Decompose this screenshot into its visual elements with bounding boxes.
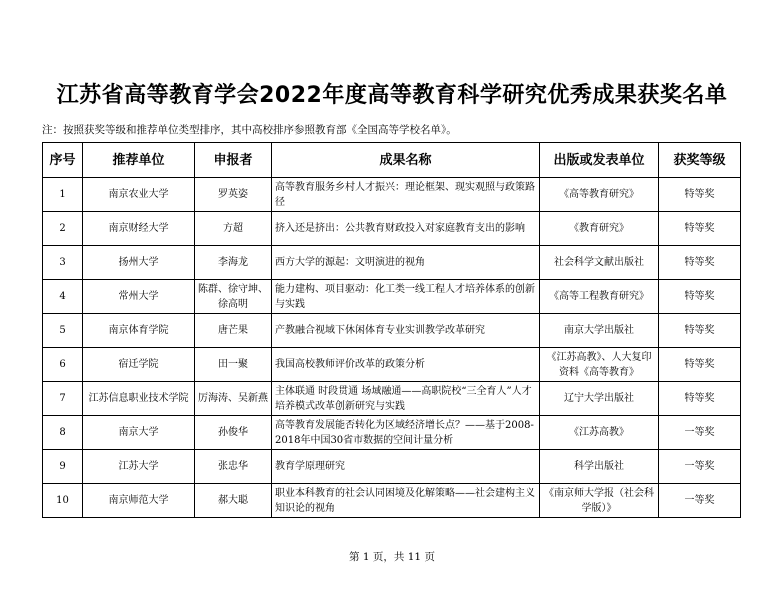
note-text: 注：按照获奖等级和推荐单位类型排序，其中高校排序参照教育部《全国高等学校名单》。 (42, 124, 457, 136)
table-row (43, 450, 741, 484)
table-row (43, 178, 741, 212)
cell-publisher: 科学出版社 (540, 450, 659, 484)
cell-publisher: 辽宁大学出版社 (540, 382, 659, 416)
cell-author: 张忠华 (195, 450, 272, 484)
cell-award: 一等奖 (659, 450, 741, 484)
cell-work: 产教融合视域下休闲体育专业实训教学改革研究 (272, 314, 540, 348)
cell-author: 李海龙 (195, 246, 272, 280)
header-cell-number: 序号 (43, 143, 83, 178)
table-row (43, 280, 741, 314)
cell-author: 田一聚 (195, 348, 272, 382)
cell-publisher: 南京大学出版社 (540, 314, 659, 348)
cell-author: 罗英姿 (195, 178, 272, 212)
cell-unit: 南京财经大学 (83, 212, 195, 246)
cell-author: 陈群、徐守坤、徐高明 (195, 280, 272, 314)
table-row (43, 212, 741, 246)
cell-work: 我国高校教师评价改革的政策分析 (272, 348, 540, 382)
page-footer: 第 1 页，共 11 页 (349, 551, 435, 563)
cell-unit: 南京大学 (83, 416, 195, 450)
cell-number: 5 (43, 314, 83, 348)
table-row (43, 484, 741, 518)
cell-unit: 江苏大学 (83, 450, 195, 484)
cell-publisher: 《教育研究》 (540, 212, 659, 246)
cell-author: 厉海涛、吴新燕 (195, 382, 272, 416)
cell-award: 特等奖 (659, 382, 741, 416)
cell-number: 6 (43, 348, 83, 382)
cell-unit: 扬州大学 (83, 246, 195, 280)
table-row (43, 314, 741, 348)
cell-number: 8 (43, 416, 83, 450)
cell-award: 特等奖 (659, 212, 741, 246)
cell-work: 能力建构、项目驱动：化工类一线工程人才培养体系的创新与实践 (272, 280, 540, 314)
cell-number: 4 (43, 280, 83, 314)
cell-work: 高等教育服务乡村人才振兴：理论框架、现实观照与政策路径 (272, 178, 540, 212)
cell-work: 高等教育发展能否转化为区域经济增长点？——基于2008-2018年中国30省市数据的空间计量分析 (272, 416, 540, 450)
cell-author: 唐芒果 (195, 314, 272, 348)
table-row (43, 416, 741, 450)
cell-award: 特等奖 (659, 246, 741, 280)
header-row (43, 143, 741, 178)
cell-publisher: 《高等教育研究》 (540, 178, 659, 212)
awards-table (42, 142, 741, 518)
cell-work: 主体联通 时段贯通 场域融通——高职院校“三全育人”人才培养模式改革创新研究与实践 (272, 382, 540, 416)
table-row (43, 246, 741, 280)
cell-unit: 常州大学 (83, 280, 195, 314)
table-row (43, 348, 741, 382)
cell-number: 1 (43, 178, 83, 212)
cell-work: 西方大学的源起：文明演进的视角 (272, 246, 540, 280)
cell-award: 一等奖 (659, 484, 741, 518)
cell-work: 教育学原理研究 (272, 450, 540, 484)
cell-publisher: 《江苏高教》 (540, 416, 659, 450)
cell-publisher: 《江苏高教》、人大复印资料《高等教育》 (540, 348, 659, 382)
cell-number: 3 (43, 246, 83, 280)
cell-number: 7 (43, 382, 83, 416)
cell-unit: 江苏信息职业技术学院 (83, 382, 195, 416)
cell-work: 职业本科教育的社会认同困境及化解策略——社会建构主义知识论的视角 (272, 484, 540, 518)
cell-award: 特等奖 (659, 348, 741, 382)
cell-unit: 南京师范大学 (83, 484, 195, 518)
cell-number: 9 (43, 450, 83, 484)
header-cell-work: 成果名称 (272, 143, 540, 178)
cell-award: 特等奖 (659, 280, 741, 314)
cell-award: 特等奖 (659, 178, 741, 212)
cell-unit: 南京体育学院 (83, 314, 195, 348)
cell-number: 2 (43, 212, 83, 246)
cell-work: 挤入还是挤出：公共教育财政投入对家庭教育支出的影响 (272, 212, 540, 246)
cell-publisher: 社会科学文献出版社 (540, 246, 659, 280)
cell-unit: 宿迁学院 (83, 348, 195, 382)
cell-publisher: 《高等工程教育研究》 (540, 280, 659, 314)
cell-award: 一等奖 (659, 416, 741, 450)
cell-author: 方超 (195, 212, 272, 246)
cell-publisher: 《南京师大学报（社会科学版）》 (540, 484, 659, 518)
header-cell-author: 申报者 (195, 143, 272, 178)
header-cell-publisher: 出版或发表单位 (540, 143, 659, 178)
cell-author: 郝大聪 (195, 484, 272, 518)
cell-unit: 南京农业大学 (83, 178, 195, 212)
table-row (43, 382, 741, 416)
header-cell-unit: 推荐单位 (83, 143, 195, 178)
cell-author: 孙俊华 (195, 416, 272, 450)
cell-award: 特等奖 (659, 314, 741, 348)
header-cell-award: 获奖等级 (659, 143, 741, 178)
cell-number: 10 (43, 484, 83, 518)
document-title: 江苏省高等教育学会2022年度高等教育科学研究优秀成果获奖名单 (56, 83, 728, 108)
